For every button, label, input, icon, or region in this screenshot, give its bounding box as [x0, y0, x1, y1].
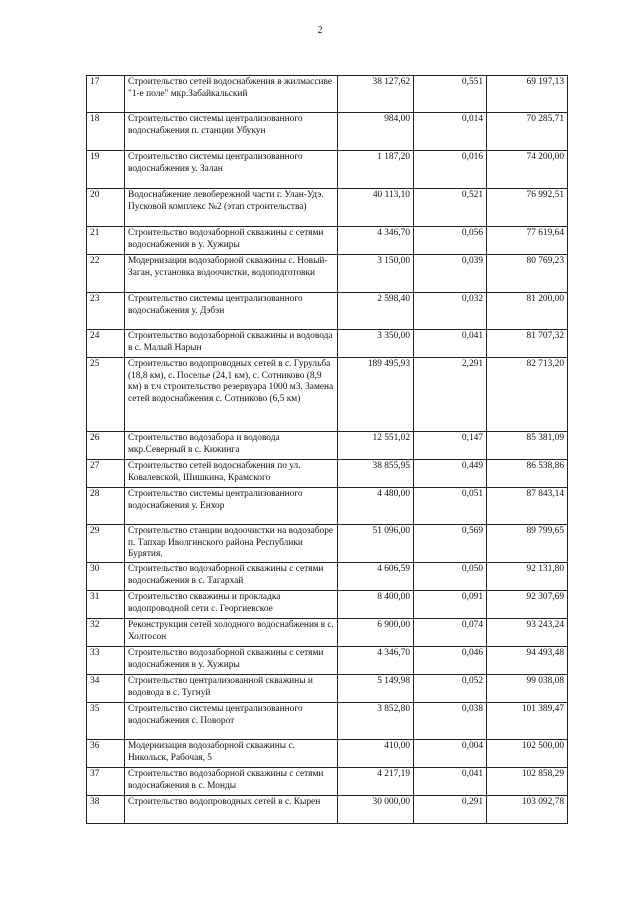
table-row [87, 330, 568, 358]
row-number-cell: 25 [87, 358, 125, 432]
row-number-cell: 23 [87, 293, 125, 330]
row-number-cell: 22 [87, 255, 125, 293]
project-cost-cell: 40 113,10 [338, 189, 414, 227]
cumulative-value-cell: 76 992,51 [487, 189, 568, 227]
project-name-cell: Строительство системы централизованного водоснабжения с. Поворот [125, 703, 338, 740]
project-cost-cell: 410,00 [338, 740, 414, 768]
project-cost-cell: 4 346,70 [338, 647, 414, 675]
table-row [87, 488, 568, 525]
cumulative-value-cell: 81 707,32 [487, 330, 568, 358]
table-row [87, 227, 568, 255]
cumulative-value-cell: 89 799,65 [487, 525, 568, 563]
cumulative-value-cell: 85 381,09 [487, 432, 568, 460]
cost-ratio-cell: 0,014 [414, 113, 487, 151]
cumulative-value-cell: 82 713,20 [487, 358, 568, 432]
cumulative-value-cell: 99 038,08 [487, 675, 568, 703]
project-cost-cell: 189 495,93 [338, 358, 414, 432]
table-row [87, 703, 568, 740]
cost-ratio-cell: 0,551 [414, 76, 487, 113]
project-cost-cell: 2 598,40 [338, 293, 414, 330]
project-name-cell: Строительство сетей водоснабжения по ул. Ковалевской, Шишкина, Крамского [125, 460, 338, 488]
cost-ratio-cell: 0,016 [414, 151, 487, 189]
row-number-cell: 30 [87, 563, 125, 591]
project-cost-cell: 38 127,62 [338, 76, 414, 113]
project-name-cell: Реконструкция сетей холодного водоснабжения в с. Холтосон [125, 619, 338, 647]
project-name-cell: Строительство водопроводных сетей в с. Кырен [125, 796, 338, 824]
row-number-cell: 38 [87, 796, 125, 824]
cost-ratio-cell: 0,038 [414, 703, 487, 740]
row-number-cell: 27 [87, 460, 125, 488]
cost-ratio-cell: 0,039 [414, 255, 487, 293]
project-cost-cell: 38 855,95 [338, 460, 414, 488]
table-row [87, 740, 568, 768]
cost-ratio-cell: 0,449 [414, 460, 487, 488]
cost-ratio-cell: 0,041 [414, 768, 487, 796]
project-name-cell: Строительство сетей водоснабжения в жилмассиве "1-е поле" мкр.Забайкальский [125, 76, 338, 113]
row-number-cell: 21 [87, 227, 125, 255]
project-cost-cell: 4 606,59 [338, 563, 414, 591]
cumulative-value-cell: 103 092,78 [487, 796, 568, 824]
row-number-cell: 36 [87, 740, 125, 768]
project-name-cell: Строительство станции водоочистки на водозаборе п. Тапхар Иволгинского района Республики Бурятия. [125, 525, 338, 563]
table-row [87, 255, 568, 293]
cumulative-value-cell: 77 619,64 [487, 227, 568, 255]
row-number-cell: 19 [87, 151, 125, 189]
project-cost-cell: 30 000,00 [338, 796, 414, 824]
cost-ratio-cell: 0,569 [414, 525, 487, 563]
row-number-cell: 18 [87, 113, 125, 151]
row-number-cell: 32 [87, 619, 125, 647]
project-name-cell: Строительство скважины и прокладка водопроводной сети с. Георгиевское [125, 591, 338, 619]
project-name-cell: Строительство водозаборной скважины с сетями водоснабжения в у. Хужиры [125, 647, 338, 675]
cumulative-value-cell: 70 285,71 [487, 113, 568, 151]
data-table [86, 75, 568, 824]
project-name-cell: Строительство водозаборной скважины с сетями водоснабжения в с. Монды [125, 768, 338, 796]
cost-ratio-cell: 0,052 [414, 675, 487, 703]
cumulative-value-cell: 102 500,00 [487, 740, 568, 768]
table-row [87, 768, 568, 796]
table-row [87, 647, 568, 675]
project-cost-cell: 984,00 [338, 113, 414, 151]
cumulative-value-cell: 93 243,24 [487, 619, 568, 647]
project-name-cell: Модернизация водозаборной скважины с. Новый-Заган, установка водоочистки, водоподготовки [125, 255, 338, 293]
cost-ratio-cell: 2,291 [414, 358, 487, 432]
table-row [87, 619, 568, 647]
project-cost-cell: 51 096,00 [338, 525, 414, 563]
cumulative-value-cell: 101 389,47 [487, 703, 568, 740]
project-name-cell: Строительство системы централизованного водоснабжения у. Дэбэн [125, 293, 338, 330]
project-name-cell: Строительство водопроводных сетей в с. Гурульба (18,8 км), с. Поселье (24,1 км), с. Сотниково (8,9 км) в т.ч строительство резервуара 1000 м3. Замена сетей водоснабжения с. Сотниково (6,5 км) [125, 358, 338, 432]
row-number-cell: 35 [87, 703, 125, 740]
cost-ratio-cell: 0,046 [414, 647, 487, 675]
table-row [87, 151, 568, 189]
cost-ratio-cell: 0,521 [414, 189, 487, 227]
project-name-cell: Строительство системы централизованного водоснабжения у. Залан [125, 151, 338, 189]
cumulative-value-cell: 92 307,69 [487, 591, 568, 619]
cumulative-value-cell: 80 769,23 [487, 255, 568, 293]
project-name-cell: Строительство водозаборной скважины и водовода в с. Малый Нарын [125, 330, 338, 358]
project-cost-cell: 3 852,80 [338, 703, 414, 740]
cost-ratio-cell: 0,147 [414, 432, 487, 460]
project-cost-cell: 12 551,02 [338, 432, 414, 460]
cumulative-value-cell: 81 200,00 [487, 293, 568, 330]
table-row [87, 189, 568, 227]
table-row [87, 432, 568, 460]
page-number: 2 [317, 25, 323, 36]
table-row [87, 113, 568, 151]
project-cost-cell: 6 900,00 [338, 619, 414, 647]
project-cost-cell: 8 400,00 [338, 591, 414, 619]
table-row [87, 525, 568, 563]
cumulative-value-cell: 92 131,80 [487, 563, 568, 591]
table-row [87, 76, 568, 113]
project-cost-cell: 5 149,98 [338, 675, 414, 703]
project-cost-cell: 3 350,00 [338, 330, 414, 358]
row-number-cell: 24 [87, 330, 125, 358]
table-row [87, 358, 568, 432]
cumulative-value-cell: 69 197,13 [487, 76, 568, 113]
cost-ratio-cell: 0,032 [414, 293, 487, 330]
project-name-cell: Модернизация водозаборной скважины с. Никольск, Рабочая, 5 [125, 740, 338, 768]
project-cost-cell: 4 480,00 [338, 488, 414, 525]
table-body [87, 76, 568, 824]
row-number-cell: 33 [87, 647, 125, 675]
project-cost-cell: 1 187,20 [338, 151, 414, 189]
project-name-cell: Строительство водозаборной скважины с сетями водоснабжения в с. Тагархай [125, 563, 338, 591]
cumulative-value-cell: 86 538,86 [487, 460, 568, 488]
project-name-cell: Строительство водозаборной скважины с сетями водоснабжения в у. Хужиры [125, 227, 338, 255]
row-number-cell: 28 [87, 488, 125, 525]
cost-ratio-cell: 0,051 [414, 488, 487, 525]
project-name-cell: Строительство водозабора и водовода мкр.Северный в с. Кижинга [125, 432, 338, 460]
table-row [87, 675, 568, 703]
project-cost-cell: 3 150,00 [338, 255, 414, 293]
row-number-cell: 37 [87, 768, 125, 796]
cost-ratio-cell: 0,004 [414, 740, 487, 768]
project-cost-cell: 4 217,19 [338, 768, 414, 796]
row-number-cell: 20 [87, 189, 125, 227]
project-cost-cell: 4 346,70 [338, 227, 414, 255]
table-row [87, 293, 568, 330]
table-row [87, 460, 568, 488]
row-number-cell: 31 [87, 591, 125, 619]
cumulative-value-cell: 94 493,48 [487, 647, 568, 675]
row-number-cell: 29 [87, 525, 125, 563]
cost-ratio-cell: 0,041 [414, 330, 487, 358]
project-name-cell: Строительство централизованной скважины и водовода в с. Тугнуй [125, 675, 338, 703]
cumulative-value-cell: 74 200,00 [487, 151, 568, 189]
cumulative-value-cell: 102 858,29 [487, 768, 568, 796]
row-number-cell: 26 [87, 432, 125, 460]
project-name-cell: Строительство системы централизованного водоснабжения п. станции Убукун [125, 113, 338, 151]
cost-ratio-cell: 0,091 [414, 591, 487, 619]
project-name-cell: Строительство системы централизованного водоснабжения у. Енхор [125, 488, 338, 525]
cost-ratio-cell: 0,291 [414, 796, 487, 824]
cost-ratio-cell: 0,056 [414, 227, 487, 255]
cumulative-value-cell: 87 843,14 [487, 488, 568, 525]
cost-ratio-cell: 0,050 [414, 563, 487, 591]
table-row [87, 563, 568, 591]
project-name-cell: Водоснабжение левобережной части г. Улан-Удэ. Пусковой комплекс №2 (этап строительства) [125, 189, 338, 227]
table-row [87, 591, 568, 619]
row-number-cell: 17 [87, 76, 125, 113]
cost-ratio-cell: 0,074 [414, 619, 487, 647]
row-number-cell: 34 [87, 675, 125, 703]
table-row [87, 796, 568, 824]
